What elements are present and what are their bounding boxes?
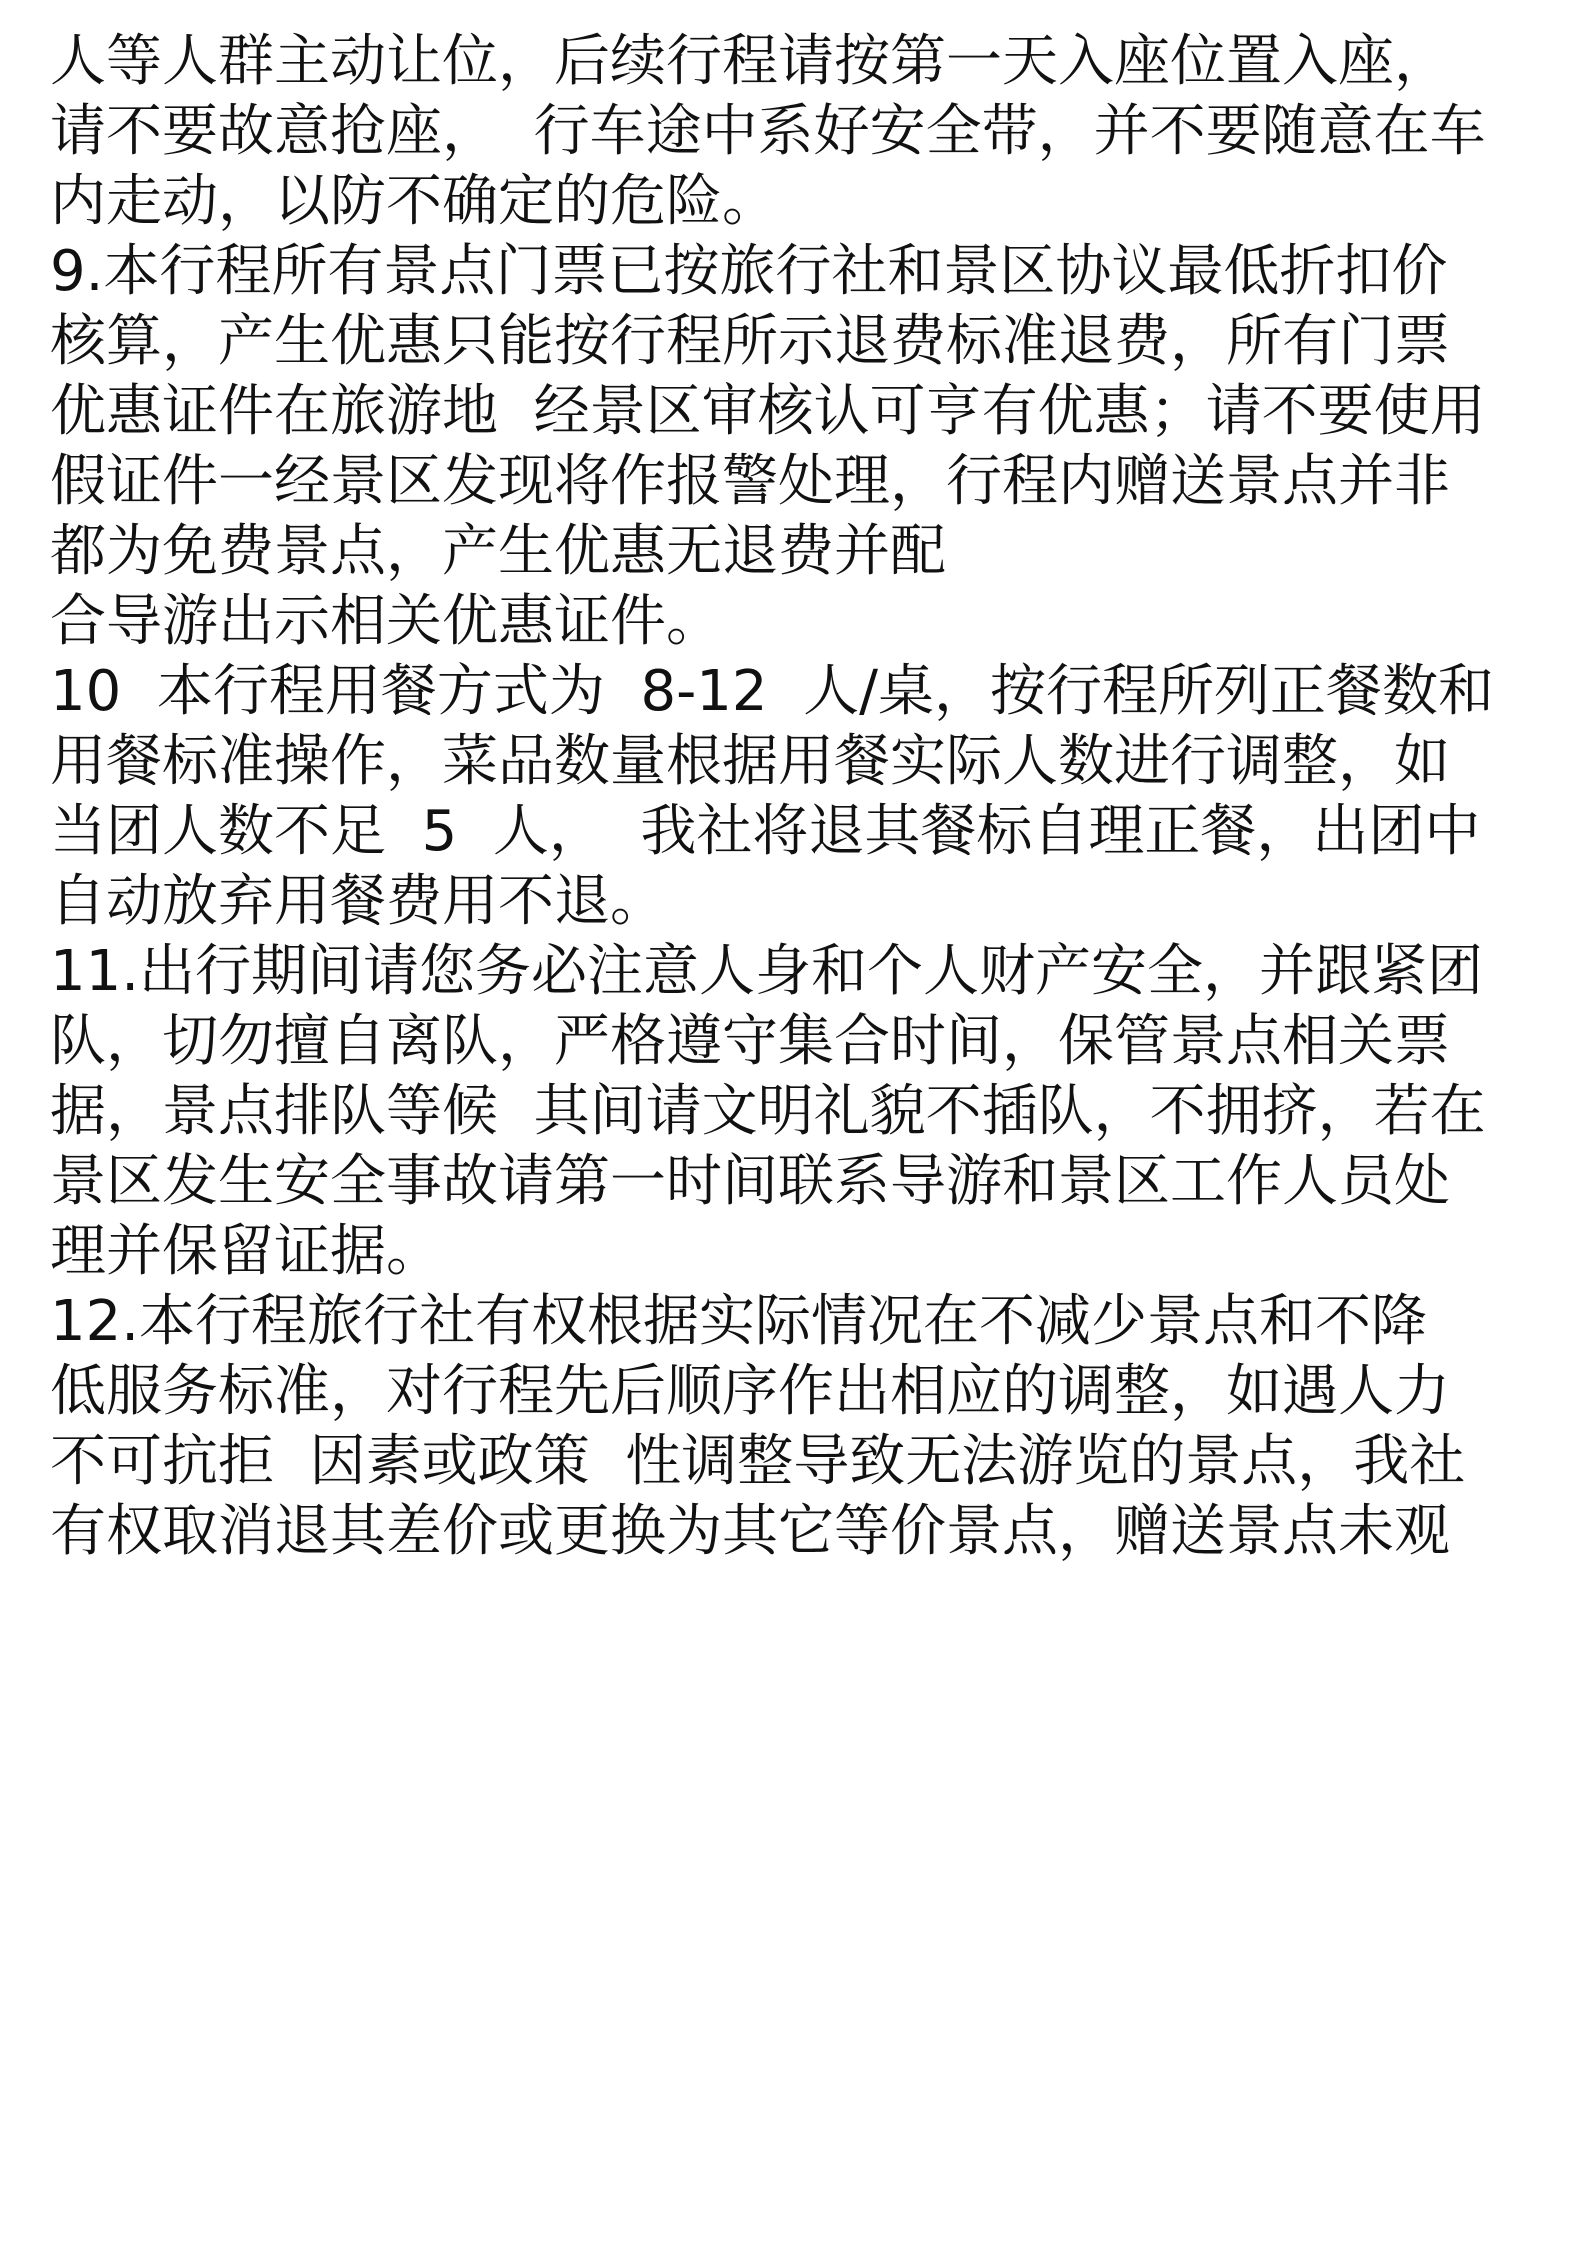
text-line: 都为免费景点，产生优惠无退费并配: [50, 519, 946, 584]
text-line: 合导游出示相关优惠证件。: [50, 589, 722, 654]
text-line: 景区发生安全事故请第一时间联系导游和景区工作人员处: [50, 1149, 1450, 1214]
text-line: 理并保留证据。: [50, 1219, 442, 1284]
text-line: 请不要故意抢座， 行车途中系好安全带，并不要随意在车: [50, 99, 1486, 164]
text-line: 内走动，以防不确定的危险。: [50, 169, 778, 234]
text-line: 人等人群主动让位，后续行程请按第一天入座位置入座，: [50, 29, 1450, 94]
text-line: 12.本行程旅行社有权根据实际情况在不减少景点和不降: [50, 1289, 1428, 1354]
text-line: 有权取消退其差价或更换为其它等价景点，赠送景点未观: [50, 1499, 1450, 1564]
text-line: 10 本行程用餐方式为 8-12 人/桌，按行程所列正餐数和: [50, 659, 1495, 724]
text-line: 自动放弃用餐费用不退。: [50, 869, 666, 934]
text-line: 用餐标准操作，菜品数量根据用餐实际人数进行调整，如: [50, 729, 1450, 794]
text-line: 9.本行程所有景点门票已按旅行社和景区协议最低折扣价: [50, 239, 1448, 304]
text-line: 核算，产生优惠只能按行程所示退费标准退费，所有门票: [50, 309, 1450, 374]
text-line: 队，切勿擅自离队，严格遵守集合时间，保管景点相关票: [50, 1009, 1450, 1074]
text-line: 11.出行期间请您务必注意人身和个人财产安全，并跟紧团: [50, 939, 1484, 1004]
text-line: 优惠证件在旅游地 经景区审核认可亨有优惠；请不要使用: [50, 379, 1486, 444]
text-line: 低服务标准，对行程先后顺序作出相应的调整，如遇人力: [50, 1359, 1450, 1424]
text-line: 据，景点排队等候 其间请文明礼貌不插队，不拥挤，若在: [50, 1079, 1486, 1144]
text-line: 不可抗拒 因素或政策 性调整导致无法游览的景点，我社: [50, 1429, 1466, 1494]
text-line: 当团人数不足 5 人， 我社将退其餐标自理正餐，出团中: [50, 799, 1481, 864]
text-line: 假证件一经景区发现将作报警处理，行程内赠送景点并非: [50, 449, 1450, 514]
